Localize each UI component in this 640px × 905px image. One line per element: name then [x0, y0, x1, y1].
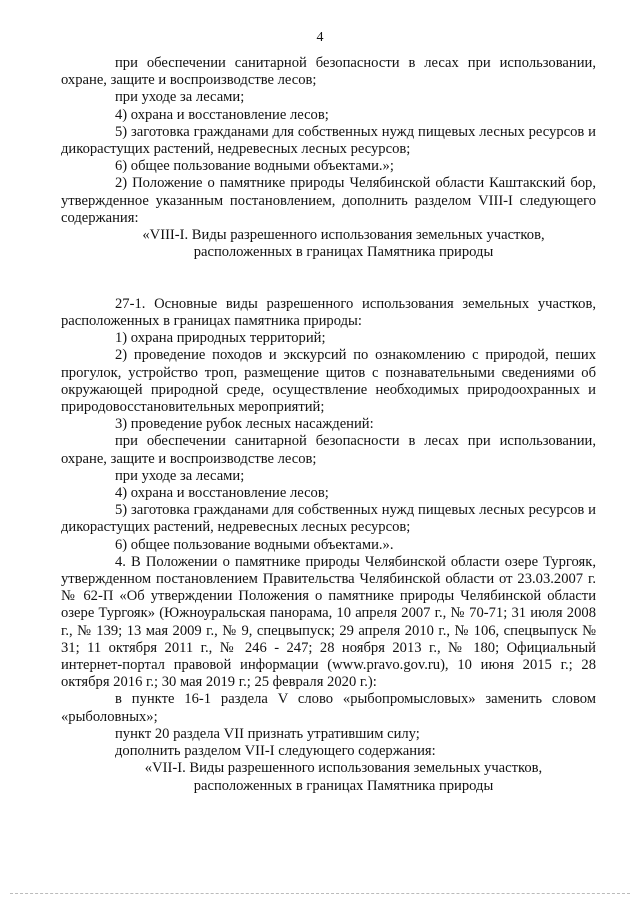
paragraph: дополнить разделом VII-I следующего содержания: — [115, 743, 436, 760]
paragraph: в пункте 16-1 раздела V слово «рыбопромысловых» заменить словом «рыболовных»; — [61, 691, 596, 725]
section-heading-line: «VIII-I. Виды разрешенного использования земельных участков, — [142, 227, 545, 244]
scan-edge-line — [10, 893, 630, 894]
paragraph: 4) охрана и восстановление лесов; — [115, 485, 329, 502]
paragraph: при уходе за лесами; — [115, 467, 245, 484]
paragraph: 2) проведение походов и экскурсий по ознакомлению с природой, пеших прогулок, устройство троп, размещение щитов с познавательными сведениями об окружающей природной среде, осуществление необходимых природоохранных и природовосстановительных мероприятий; — [61, 347, 596, 416]
document-body — [61, 55, 596, 795]
paragraph: 4. В Положении о памятнике природы Челябинской области озере Тургояк, утвержденном постановлением Правительства Челябинской области от 23.03.2007 г. № 62-П «Об утверждении Положения о памятнике природы Челябинской области озере Тургояк» (Южноуральская панорама, 10 апреля 2007 г., № 70-71; 31 июля 2008 г., № 139; 13 мая 2009 г., № 9, спецвыпуск; 29 апреля 2010 г., № 106, спецвыпуск № 31; 11 октября 2011 г., № 246 - 247; 28 ноября 2013 г., № 180; Официальный интернет-портал правовой информации (www.pravo.gov.ru), 10 июня 2015 г.; 28 октября 2016 г.; 30 мая 2019 г.; 25 февраля 2020 г.): — [61, 553, 596, 691]
paragraph: при обеспечении санитарной безопасности в лесах при использовании, охране, защите и воспроизводстве лесов; — [61, 55, 596, 89]
paragraph: 4) охрана и восстановление лесов; — [115, 106, 329, 123]
paragraph: 5) заготовка гражданами для собственных нужд пищевых лесных ресурсов и дикорастущих растений, недревесных лесных ресурсов; — [61, 123, 596, 158]
paragraph: 6) общее пользование водными объектами.». — [115, 536, 394, 553]
paragraph: 1) охрана природных территорий; — [115, 330, 326, 347]
paragraph: 6) общее пользование водными объектами.»; — [115, 158, 394, 175]
paragraph: при уходе за лесами; — [115, 89, 245, 106]
paragraph: при обеспечении санитарной безопасности в лесах при использовании, охране, защите и воспроизводстве лесов; — [61, 433, 596, 467]
section-heading-line: «VII-I. Виды разрешенного использования земельных участков, — [144, 760, 543, 777]
section-heading-line: расположенных в границах Памятника природы — [193, 777, 494, 794]
section-heading-line: расположенных в границах Памятника природы — [193, 244, 494, 261]
paragraph: 5) заготовка гражданами для собственных нужд пищевых лесных ресурсов и дикорастущих растений, недревесных лесных ресурсов; — [61, 502, 596, 536]
paragraph: 3) проведение рубок лесных насаждений: — [115, 416, 374, 433]
page-number: 4 — [316, 30, 324, 45]
blank-line — [61, 279, 596, 296]
blank-line — [61, 261, 596, 278]
paragraph: 27-1. Основные виды разрешенного использования земельных участков, расположенных в границах памятника природы: — [61, 295, 596, 330]
paragraph: пункт 20 раздела VII признать утратившим силу; — [115, 725, 420, 742]
paragraph: 2) Положение о памятнике природы Челябинской области Каштакский бор, утвержденное указанным постановлением, дополнить разделом VIII-I следующего содержания: — [61, 175, 596, 226]
